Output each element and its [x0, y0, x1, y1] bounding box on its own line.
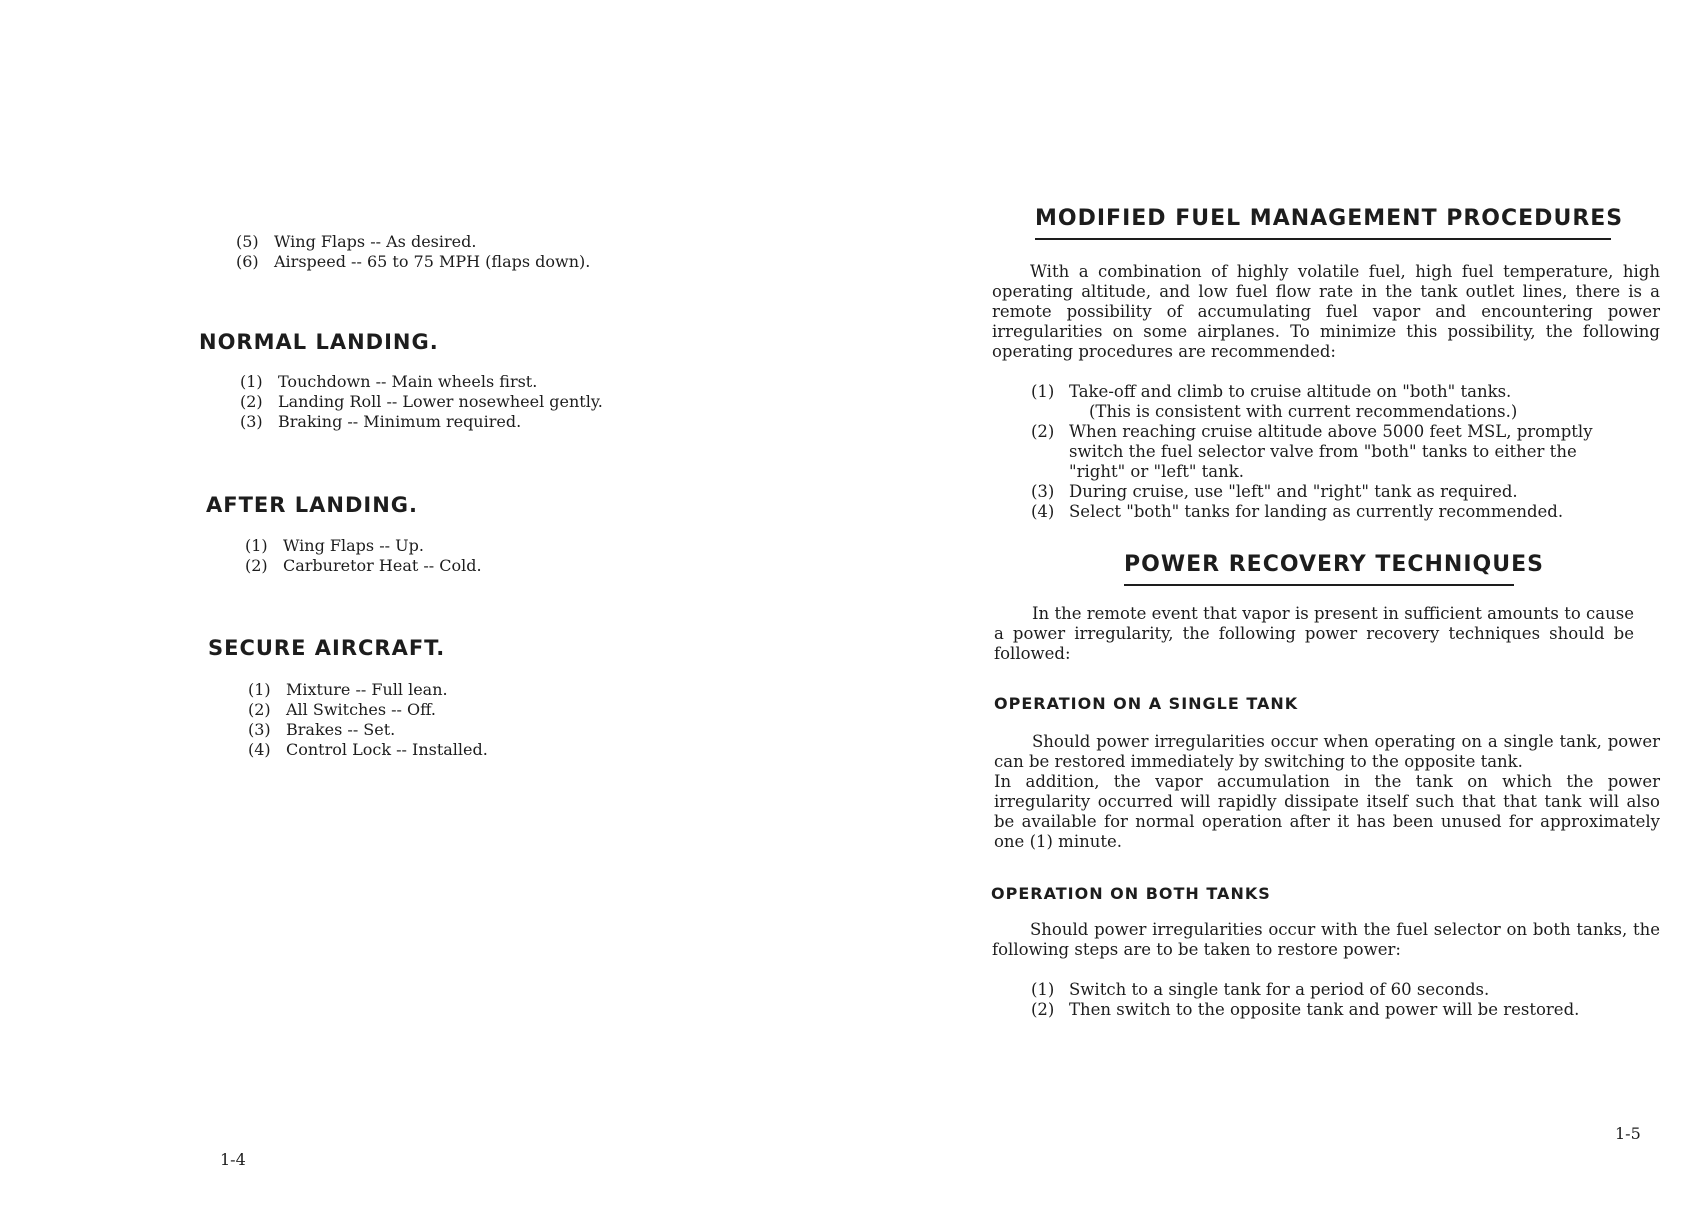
heading-secure-aircraft: SECURE AIRCRAFT. — [208, 636, 446, 660]
list-item: (2) When reaching cruise altitude above 5000 feet MSL, promptly — [1031, 422, 1593, 441]
heading-fuel-management: MODIFIED FUEL MANAGEMENT PROCEDURES — [1035, 206, 1624, 231]
after-landing-list — [245, 536, 482, 576]
intro-list — [236, 232, 590, 272]
single-tank-paragraphs: Should power irregularities occur when operating on a single tank, power can be restored immediately by switching to the opposite tank. In addition, the vapor accumulation in the tank on which the power irregularity occurred will rapidly dissipate itself such that that tank will also be available for normal operation after it has been unused for approximately one (1) minute. — [994, 732, 1660, 851]
heading-underline — [1124, 584, 1514, 586]
page-number: 1-4 — [220, 1150, 246, 1169]
both-tanks-list — [1031, 980, 1579, 1020]
list-item: (1) Wing Flaps -- Up. — [245, 536, 424, 555]
normal-landing-list — [240, 372, 603, 432]
secure-aircraft-list — [248, 680, 488, 760]
list-item: (1) Take-off and climb to cruise altitude on "both" tanks. — [1031, 382, 1512, 401]
list-item: (5) Wing Flaps -- As desired. — [236, 232, 477, 251]
list-item: (6) Airspeed -- 65 to 75 MPH (flaps down). — [236, 252, 591, 271]
list-item-continued: switch the fuel selector valve from "both" tanks to either the — [1069, 442, 1577, 461]
list-item: (4) Control Lock -- Installed. — [248, 740, 488, 759]
list-item: (2) Carburetor Heat -- Cold. — [245, 556, 482, 575]
right-page — [841, 0, 1682, 1224]
list-item: (3) During cruise, use "left" and "right" tank as required. — [1031, 482, 1518, 501]
heading-both-tanks: OPERATION ON BOTH TANKS — [991, 884, 1271, 903]
list-item-continued: "right" or "left" tank. — [1069, 462, 1245, 481]
list-item: (1) Touchdown -- Main wheels first. — [240, 372, 538, 391]
list-item: (3) Braking -- Minimum required. — [240, 412, 522, 431]
fuel-management-list — [1031, 382, 1593, 522]
list-item: (2) Then switch to the opposite tank and power will be restored. — [1031, 1000, 1580, 1019]
heading-single-tank: OPERATION ON A SINGLE TANK — [994, 694, 1299, 713]
power-recovery-paragraph: In the remote event that vapor is present in sufficient amounts to cause a power irregularity, the following power recovery techniques should be followed: — [994, 604, 1634, 663]
heading-after-landing: AFTER LANDING. — [206, 493, 418, 517]
list-item-continued: (This is consistent with current recommendations.) — [1089, 402, 1518, 421]
list-item: (2) All Switches -- Off. — [248, 700, 437, 719]
list-item: (4) Select "both" tanks for landing as currently recommended. — [1031, 502, 1564, 521]
list-item: (2) Landing Roll -- Lower nosewheel gently. — [240, 392, 603, 411]
heading-normal-landing: NORMAL LANDING. — [199, 330, 439, 354]
both-tanks-paragraph: Should power irregularities occur with the fuel selector on both tanks, the following steps are to be taken to restore power: — [992, 920, 1660, 959]
list-item: (3) Brakes -- Set. — [248, 720, 396, 739]
list-item: (1) Switch to a single tank for a period of 60 seconds. — [1031, 980, 1490, 999]
page-number: 1-5 — [1615, 1124, 1641, 1143]
heading-underline — [1035, 238, 1611, 240]
fuel-management-paragraph: With a combination of highly volatile fuel, high fuel temperature, high operating altitude, and low fuel flow rate in the tank outlet lines, there is a remote possibility of accumulating fuel vapor and encountering power irregularities on some airplanes. To minimize this possibility, the following operating procedures are recommended: — [992, 262, 1660, 361]
list-item: (1) Mixture -- Full lean. — [248, 680, 448, 699]
heading-power-recovery: POWER RECOVERY TECHNIQUES — [1124, 552, 1544, 577]
